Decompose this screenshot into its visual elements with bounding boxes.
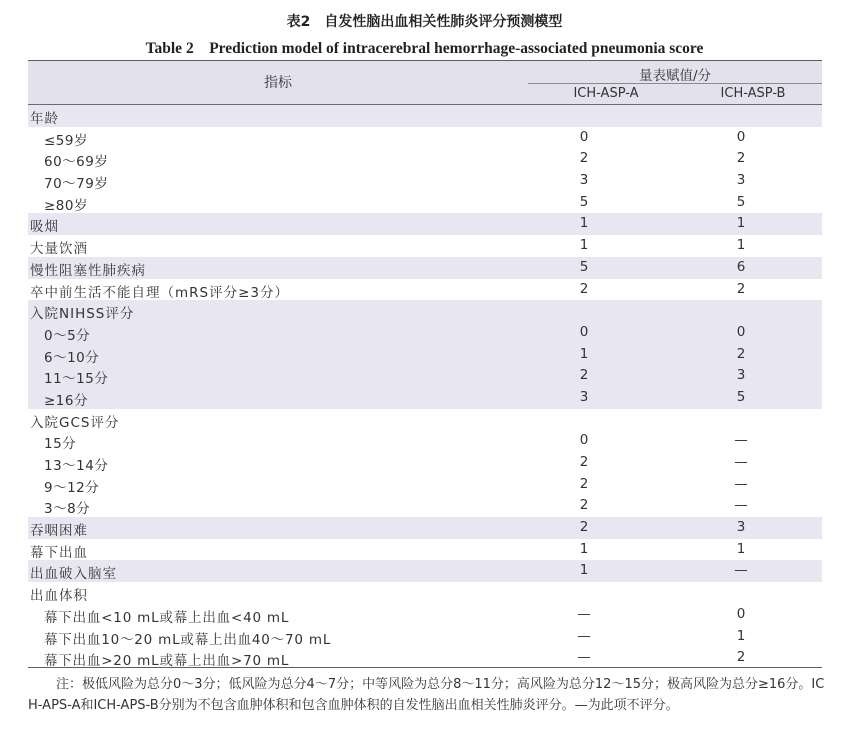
table-row xyxy=(28,387,822,409)
row-label: 大量饮酒 xyxy=(30,241,88,258)
value-ich-asp-a: 3 xyxy=(579,172,589,189)
row-label: 幕下出血10～20 mL或幕上出血40～70 mL xyxy=(44,631,332,648)
table-row xyxy=(28,647,822,669)
row-label: 入院NIHSS评分 xyxy=(30,306,135,323)
table-row xyxy=(28,517,822,539)
row-label: 幕下出血>20 mL或幕上出血>70 mL xyxy=(44,653,290,670)
table-row xyxy=(28,474,822,496)
row-label: 吸烟 xyxy=(30,219,59,236)
row-label: 卒中前生活不能自理（mRS评分≥3分） xyxy=(30,284,290,301)
table-title-chinese: 表2 自发性脑出血相关性肺炎评分预测模型 xyxy=(286,14,563,30)
value-ich-asp-b: 3 xyxy=(736,172,746,189)
table-row xyxy=(28,344,822,366)
row-label: 出血破入脑室 xyxy=(30,566,117,583)
table-note: 注：极低风险为总分0～3分；低风险为总分4～7分；中等风险为总分8～11分；高风险为总分12～15分；极高风险为总分≥16分。ICH-APS-A和ICH-APS-B分别为不包含血肿体积和包含血肿体积的自发性脑出血相关性肺炎评分。—为此项不评分。 xyxy=(28,677,825,713)
row-label: ≥80岁 xyxy=(44,197,88,214)
value-ich-asp-b: — xyxy=(734,475,748,492)
row-label: 0～5分 xyxy=(44,327,91,344)
table-row xyxy=(28,560,822,582)
value-ich-asp-a: 2 xyxy=(579,454,589,470)
value-ich-asp-b: 5 xyxy=(736,193,746,210)
row-label: 70～79岁 xyxy=(44,176,109,193)
table-row xyxy=(28,365,822,387)
table-row xyxy=(28,452,822,474)
value-ich-asp-a: 2 xyxy=(579,150,589,167)
header-col-b: ICH-ASP-B xyxy=(720,86,786,101)
row-label: 15分 xyxy=(44,436,77,453)
table-row xyxy=(28,300,822,322)
table-header xyxy=(28,61,822,104)
value-ich-asp-a: — xyxy=(577,627,591,644)
row-label: 入院GCS评分 xyxy=(30,414,120,431)
row-label: 3～8分 xyxy=(44,501,91,518)
value-ich-asp-b: 2 xyxy=(736,649,746,666)
row-label: 幕下出血<10 mL或幕上出血<40 mL xyxy=(44,609,290,626)
row-label: 13～14分 xyxy=(44,458,109,474)
row-label: 11～15分 xyxy=(44,371,109,388)
table-row xyxy=(28,257,822,279)
table-body xyxy=(28,105,822,669)
row-label: 年龄 xyxy=(30,111,59,127)
value-ich-asp-a: 5 xyxy=(579,193,589,210)
row-label: 出血体积 xyxy=(30,588,88,605)
value-ich-asp-a: 1 xyxy=(579,237,589,254)
table-row xyxy=(28,430,822,452)
value-ich-asp-b: 1 xyxy=(736,215,746,232)
header-subrule xyxy=(528,83,822,84)
value-ich-asp-a: 2 xyxy=(579,367,589,384)
value-ich-asp-a: 3 xyxy=(579,388,589,405)
table-row xyxy=(28,322,822,344)
value-ich-asp-a: — xyxy=(577,605,591,622)
value-ich-asp-b: 2 xyxy=(736,345,746,362)
value-ich-asp-b: 0 xyxy=(736,323,746,340)
row-label: 慢性阻塞性肺疾病 xyxy=(30,262,146,279)
value-ich-asp-a: — xyxy=(577,649,591,666)
row-label: 9～12分 xyxy=(44,479,100,496)
table-row xyxy=(28,495,822,517)
value-ich-asp-a: 1 xyxy=(579,215,589,232)
header-col-a: ICH-ASP-A xyxy=(573,86,639,101)
value-ich-asp-a: 2 xyxy=(579,497,589,514)
value-ich-asp-a: 1 xyxy=(579,345,589,362)
value-ich-asp-b: 1 xyxy=(736,540,746,557)
value-ich-asp-a: 1 xyxy=(579,562,589,579)
value-ich-asp-b: 3 xyxy=(736,519,746,536)
table-row xyxy=(28,127,822,149)
value-ich-asp-a: 2 xyxy=(579,280,589,297)
value-ich-asp-a: 5 xyxy=(579,258,589,275)
value-ich-asp-b: 0 xyxy=(736,128,746,145)
table-row xyxy=(28,604,822,626)
value-ich-asp-a: 0 xyxy=(579,432,589,449)
row-label: 6～10分 xyxy=(44,349,100,366)
value-ich-asp-b: 2 xyxy=(736,150,746,167)
value-ich-asp-a: 0 xyxy=(579,128,589,145)
value-ich-asp-a: 2 xyxy=(579,475,589,492)
value-ich-asp-b: — xyxy=(734,497,748,514)
table-row xyxy=(28,279,822,301)
value-ich-asp-a: 0 xyxy=(579,323,589,340)
table-row xyxy=(28,626,822,648)
value-ich-asp-b: 0 xyxy=(736,605,746,622)
table-row xyxy=(28,192,822,214)
header-score: 量表赋值/分 xyxy=(638,68,712,84)
table-row xyxy=(28,148,822,170)
row-label: 幕下出血 xyxy=(30,544,88,561)
table-row xyxy=(28,409,822,431)
table-row xyxy=(28,105,822,127)
value-ich-asp-b: 2 xyxy=(736,280,746,297)
value-ich-asp-b: — xyxy=(734,454,748,470)
value-ich-asp-b: 5 xyxy=(736,388,746,405)
table-title-english: Table 2 Prediction model of intracerebral hemorrhage-associated pneumonia score xyxy=(145,40,704,57)
row-label: 吞咽困难 xyxy=(30,523,88,540)
value-ich-asp-b: 1 xyxy=(736,237,746,254)
row-label: ≥16分 xyxy=(44,392,88,409)
table-row xyxy=(28,582,822,604)
value-ich-asp-b: — xyxy=(734,432,748,449)
value-ich-asp-b: 1 xyxy=(736,627,746,644)
value-ich-asp-a: 2 xyxy=(579,519,589,536)
header-indicator: 指标 xyxy=(264,75,292,91)
value-ich-asp-a: 1 xyxy=(579,540,589,557)
row-label: ≤59岁 xyxy=(44,132,88,149)
value-ich-asp-b: — xyxy=(734,562,748,579)
table-row xyxy=(28,539,822,561)
table-row xyxy=(28,170,822,192)
table-row xyxy=(28,235,822,257)
value-ich-asp-b: 3 xyxy=(736,367,746,384)
row-label: 60～69岁 xyxy=(44,154,109,171)
bottom-rule xyxy=(28,667,822,668)
table-row xyxy=(28,213,822,235)
value-ich-asp-b: 6 xyxy=(736,258,746,275)
